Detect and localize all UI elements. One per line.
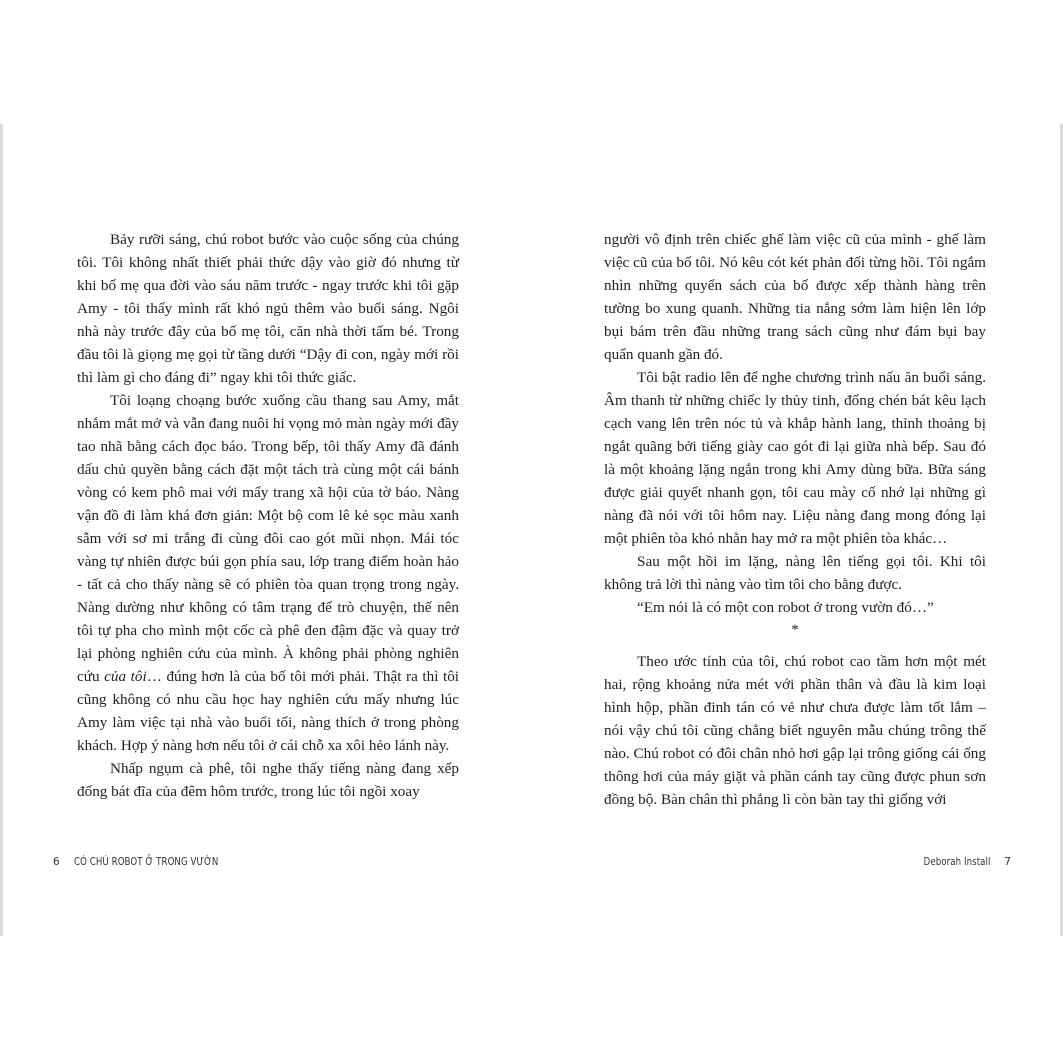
right-page [604, 228, 986, 811]
paragraph-text: … đúng hơn là của bố tôi mới phải. Thật ra thì tôi cũng không có nhu cầu học hay nghiên cứu mấy nhưng lúc Amy làm việc tại nhà vào buổi tối, nàng thích ở trong phòng khách. Hợp ý nàng hơn nếu tôi ở cái chỗ xa xôi hẻo lánh này. [77, 668, 460, 754]
paragraph: “Em nói là có một con robot ở trong vườn đó…” [637, 599, 934, 616]
paragraph: Theo ước tính của tôi, chú robot cao tầm hơn một mét hai, rộng khoảng nửa mét với phần thân và đầu là kim loại hình hộp, phần đinh tán có vẻ như chưa được làm tốt lắm – nói vậy chú tôi cũng chẳng biết nguyên mẫu chúng trông thế nào. Chú robot có đôi chân nhỏ hơi gập lại trông giống cái ống thông hơi của máy giặt và phần cánh tay cũng được phun sơn đồng bộ. Bàn chân thì phẳng lì còn bàn tay thì giống với [604, 653, 986, 808]
paragraph: Sau một hồi im lặng, nàng lên tiếng gọi tôi. Khi tôi không trả lời thì nàng vào tìm tôi cho bằng được. [604, 553, 986, 593]
paragraph [77, 389, 459, 757]
paragraph-text: Tôi loạng choạng bước xuống cầu thang sau Amy, mắt nhắm mắt mở và vẫn đang nuôi hi vọng mỏ màn ngày mới đầy tao nhã bằng cách đọc báo. Trong bếp, tôi thấy Amy đã đánh dấu chủ quyền bằng cách đặt một tách trà cùng một cái bánh vòng có kem phô mai với mấy trang xã hội của tờ báo. Nàng vận đồ đi làm khá đơn giản: Một bộ com lê kẻ sọc màu xanh sẫm với sơ mi trắng đi cùng đôi cao gót mũi nhọn. Mái tóc vàng tự nhiên được búi gọn phía sau, lớp trang điểm hoàn hảo - tất cả cho thấy nàng sẽ có phiên tòa quan trọng trong ngày. Nàng dường như không có tâm trạng để trò chuyện, thế nên tôi tự pha cho mình một cốc cà phê đen đậm đặc và quay trở lại phòng nghiên cứu của mình. À không phải phòng nghiên cứu [77, 392, 459, 685]
right-footer [909, 856, 1011, 868]
left-footer [53, 856, 250, 868]
running-head: Deborah Install [923, 856, 991, 868]
paragraph: Tôi bật radio lên để nghe chương trình nấu ăn buổi sáng. Âm thanh từ những chiếc ly thủy tinh, đống chén bát kêu lạch cạch vang lên trên nóc tủ và khắp hành lang, thỉnh thoảng bị ngắt quãng bởi tiếng giày cao gót đi lại giữa nhà bếp. Sau đó là một khoảng lặng ngắn trong khi Amy dùng bữa. Bữa sáng được giải quyết nhanh gọn, tôi cau mày cố nhớ lại những gì nàng đã nói với tôi hôm nay. Liệu nàng đang mong đóng lại một phiên tòa khó nhằn hay mở ra một phiên tòa khác… [604, 369, 986, 547]
page-edge-left [0, 124, 3, 936]
paragraph: người vô định trên chiếc ghế làm việc cũ của mình - ghế làm việc cũ của bố tôi. Nó kêu cót két phản đối từng hồi. Tôi ngắm nhìn những quyển sách của bố được xếp thành hàng trên tường bo xung quanh. Những tia nắng sớm làm hiện lên lớp bụi bám trên đầu những trang sách cũng như đám bụi bay quẩn quanh gần đó. [604, 231, 986, 363]
section-break: * [791, 622, 799, 638]
page-number: 7 [1004, 856, 1011, 868]
page-number: 6 [53, 856, 60, 868]
paragraph: Bảy rưỡi sáng, chú robot bước vào cuộc sống của chúng tôi. Tôi không nhất thiết phải thức dậy vào giờ đó nhưng từ khi bố mẹ qua đời vào sáu năm trước - ngay trước khi tôi gặp Amy - tôi thấy mình rất khó ngủ thêm vào buổi sáng. Ngôi nhà này trước đây của bố mẹ tôi, căn nhà thời tấm bé. Trong đầu tôi là giọng mẹ gọi từ tầng dưới “Dậy đi con, ngày mới rồi thì làm gì cho đáng đi” ngay khi tôi thức giấc. [77, 231, 459, 386]
running-head: CÓ CHÚ ROBOT Ở TRONG VƯỜN [73, 856, 219, 868]
left-page [77, 228, 459, 803]
paragraph: Nhấp ngụm cà phê, tôi nghe thấy tiếng nàng đang xếp đống bát đĩa của đêm hôm trước, trong lúc tôi ngồi xoay [77, 760, 459, 800]
italic-phrase: của tôi [104, 668, 147, 685]
